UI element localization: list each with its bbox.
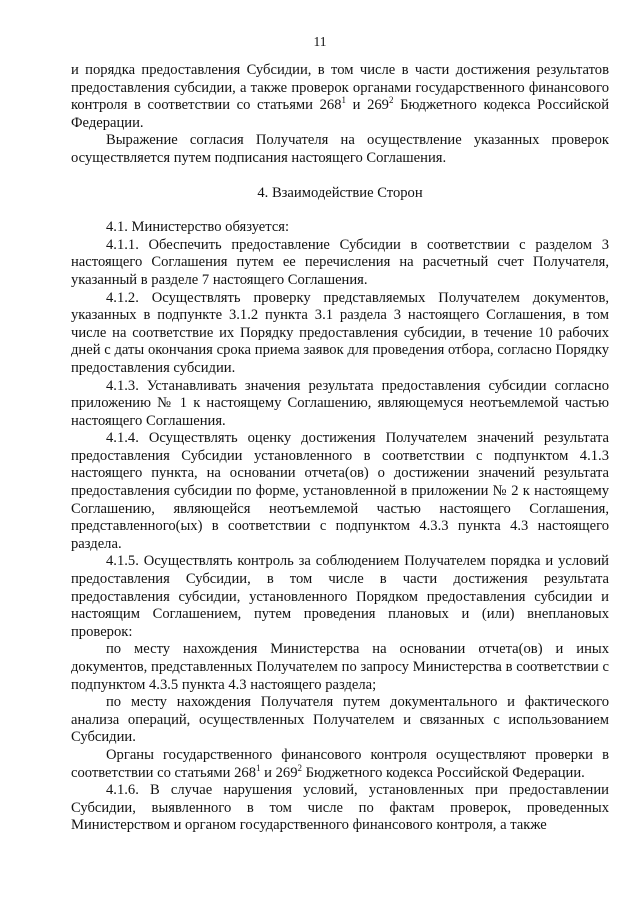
clause-4-1-4: 4.1.4. Осуществлять оценку достижения Получателем значений результата предоставления Субсидии установленного в соответствии с подпунктом 4.1.3 настоящего пункта, на основании отчета(ов) о достижении значений результата предоставления субсидии по форме, установленной в приложении № 2 к настоящему Соглашению, являющейся неотъемлемой частью настоящего Соглашения, представленного(ых) в соответствии с подпунктом 4.3.3 пункта 4.3 настоящего раздела.	[71, 430, 609, 552]
clause-4-1-3: 4.1.3. Устанавливать значения результата предоставления субсидии согласно приложению № 1 к настоящему Соглашению, являющемуся неотъемлемой частью настоящего Соглашения.	[71, 377, 609, 429]
text-run: и 269	[346, 97, 389, 114]
clause-4-1-6: 4.1.6. В случае нарушения условий, установленных при предоставлении Субсидии, выявленного в том числе по фактам проверок, проведенных Министерством и органом государственного финансового контроля, а также	[71, 782, 609, 834]
text-run: Бюджетного кодекса Российской Федерации.	[302, 764, 585, 781]
paragraph-control-organs	[71, 747, 609, 782]
paragraph-recipient-location: по месту нахождения Получателя путем документального и фактического анализа операций, осуществленных Получателем и связанных с использованием Субсидии.	[71, 694, 609, 746]
text-run: и 269	[260, 764, 298, 781]
superscript: 1	[256, 762, 261, 773]
paragraph-continuation	[71, 62, 609, 132]
section-heading: 4. Взаимодействие Сторон	[257, 184, 423, 201]
text-run: Бюджетного кодекса Российской Федерации.	[71, 97, 610, 131]
superscript: 2	[297, 762, 302, 773]
clause-4-1: 4.1. Министерство обязуется:	[106, 219, 290, 236]
paragraph-consent: Выражение согласия Получателя на осуществление указанных проверок осуществляется путем подписания настоящего Соглашения.	[71, 132, 609, 166]
paragraph-ministry-location: по месту нахождения Министерства на основании отчета(ов) и иных документов, представленных Получателем по запросу Министерства в соответствии с подпунктом 4.3.5 пункта 4.3 настоящего раздела;	[71, 641, 609, 693]
document-body	[71, 62, 609, 835]
clause-4-1-1: 4.1.1. Обеспечить предоставление Субсидии в соответствии с разделом 3 настоящего Соглашения путем ее перечисления на расчетный счет Получателя, указанный в разделе 7 настоящего Соглашения.	[71, 236, 609, 288]
clause-4-1-2: 4.1.2. Осуществлять проверку представляемых Получателем документов, указанных в подпункте 3.1.2 пункта 3.1 раздела 3 настоящего Соглашения, в том числе на соответствие их Порядку предоставления субсидии, в течение 10 рабочих дней с даты окончания срока приема заявок для проведения отбора, согласно Порядку предоставления субсидии.	[71, 289, 609, 376]
superscript: 2	[388, 95, 394, 106]
superscript: 1	[341, 95, 346, 106]
text-run: Органы государственного финансового контроля осуществляют проверки в соответствии со статьями 268	[71, 746, 609, 781]
text-run: и порядка предоставления Субсидии, в том числе в части достижения результатов предоставления субсидии, а также проверок органами государственного финансового контроля в соответствии со статьями 268	[71, 62, 609, 114]
clause-4-1-5: 4.1.5. Осуществлять контроль за соблюдением Получателем порядка и условий предоставления Субсидии, в том числе в части достижения результата предоставления субсидии, установленного Порядком предоставления субсидии и настоящим Соглашением, путем проведения плановых и (или) внеплановых проверок:	[71, 553, 609, 640]
page-number: 11	[313, 34, 327, 49]
